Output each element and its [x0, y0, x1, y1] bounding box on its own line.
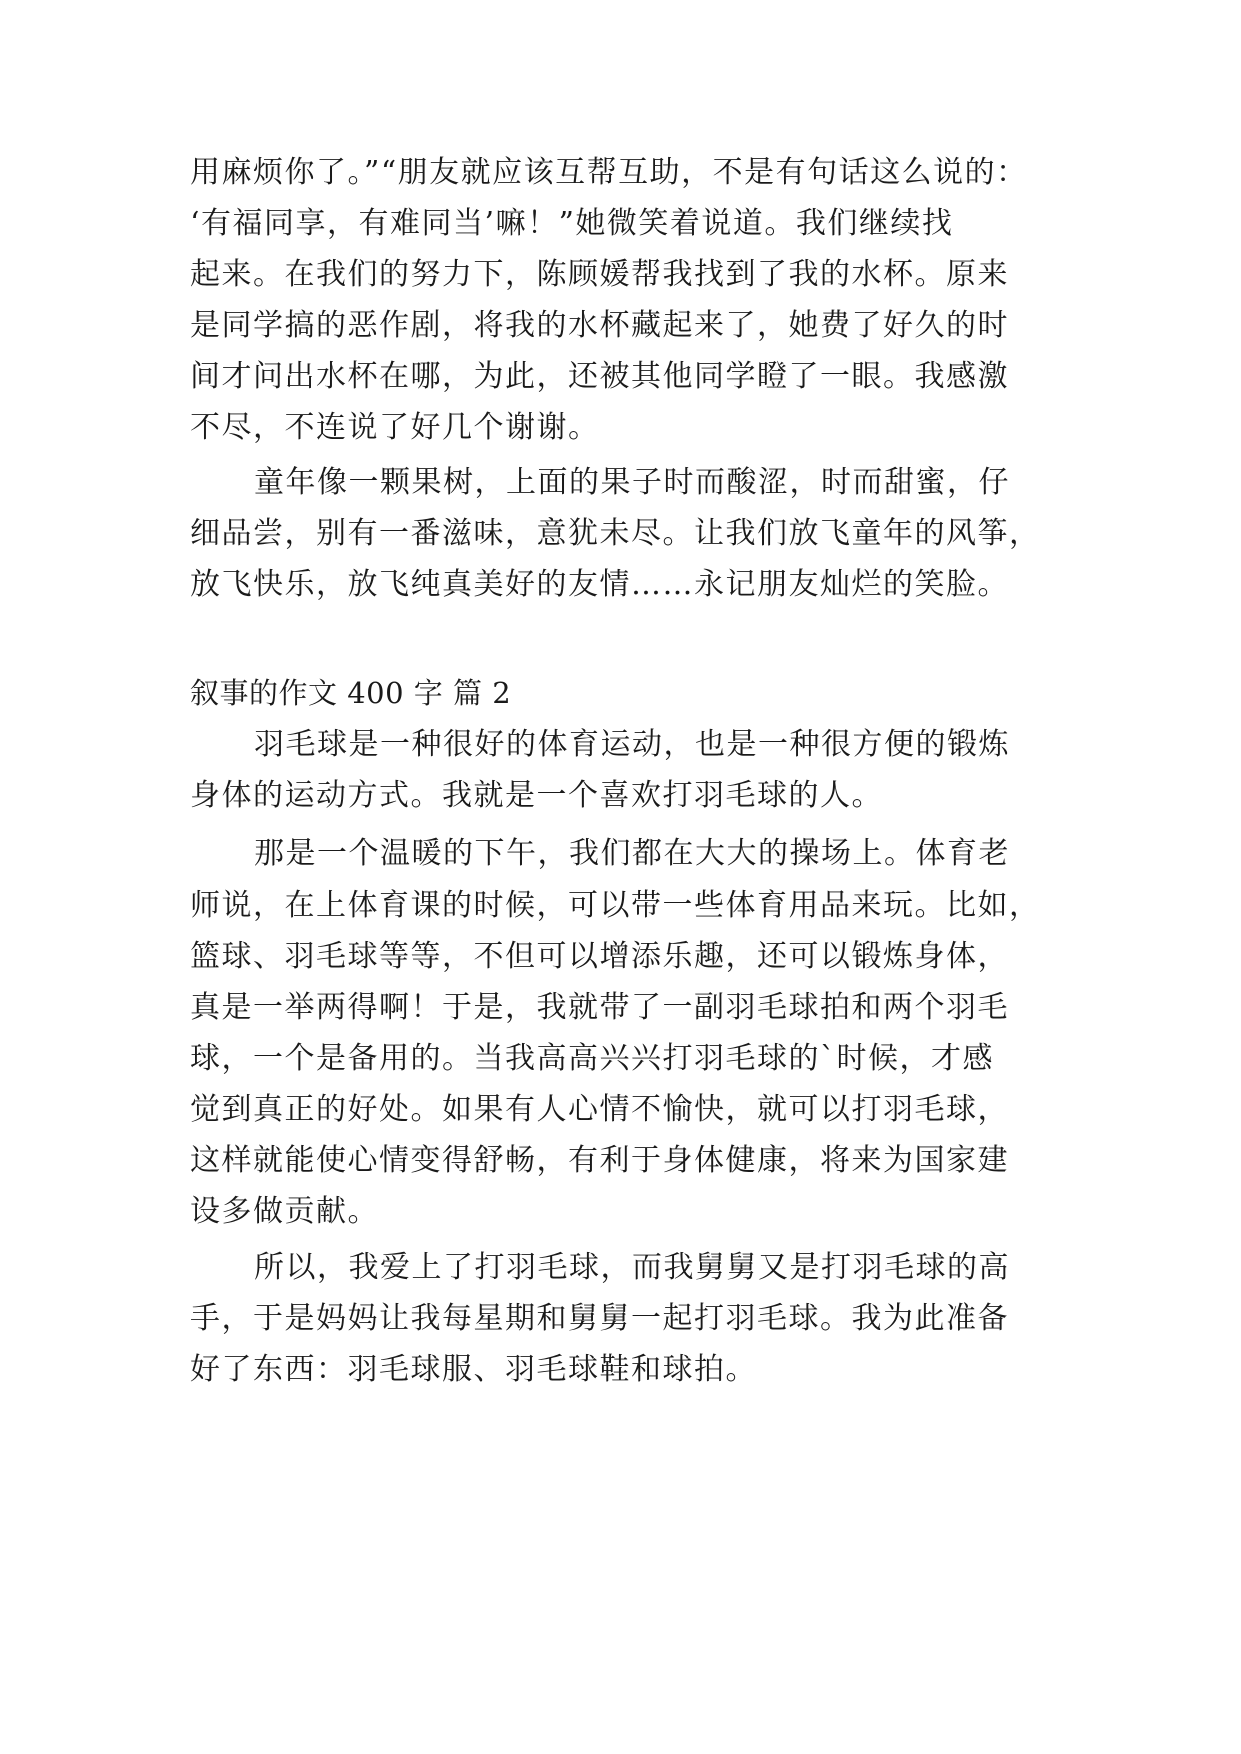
paragraph-line: 这样就能使心情变得舒畅，有利于身体健康，将来为国家建	[190, 1143, 1009, 1178]
paragraph-line: 好了东西：羽毛球服、羽毛球鞋和球拍。	[190, 1352, 757, 1387]
paragraph-line: 真是一举两得啊！于是，我就带了一副羽毛球拍和两个羽毛	[190, 990, 1009, 1025]
paragraph-line: 放飞快乐，放飞纯真美好的友情……永记朋友灿烂的笑脸。	[190, 567, 1009, 602]
paragraph-line: 羽毛球是一种很好的体育运动，也是一种很方便的锻炼	[254, 727, 1010, 762]
paragraph-line: 篮球、羽毛球等等，不但可以增添乐趣，还可以锻炼身体，	[190, 939, 1009, 974]
section-heading: 叙事的作文 400 字 篇 2	[190, 676, 512, 710]
paragraph-line: ‘有福同享，有难同当’嘛！”她微笑着说道。我们继续找	[190, 206, 954, 241]
paragraph-line: 童年像一颗果树，上面的果子时而酸涩，时而甜蜜，仔	[254, 465, 1010, 500]
paragraph-line: 所以，我爱上了打羽毛球，而我舅舅又是打羽毛球的高	[254, 1250, 1010, 1285]
paragraph-line: 那是一个温暖的下午，我们都在大大的操场上。体育老	[254, 836, 1010, 871]
paragraph-line: 身体的运动方式。我就是一个喜欢打羽毛球的人。	[190, 778, 883, 813]
paragraph-line: 觉到真正的好处。如果有人心情不愉快，就可以打羽毛球，	[190, 1092, 1009, 1127]
paragraph-line: 师说，在上体育课的时候，可以带一些体育用品来玩。比如，	[190, 888, 1041, 923]
paragraph-line: 间才问出水杯在哪，为此，还被其他同学瞪了一眼。我感激	[190, 359, 1009, 394]
paragraph-line: 不尽，不连说了好几个谢谢。	[190, 410, 600, 445]
paragraph-line: 起来。在我们的努力下，陈顾媛帮我找到了我的水杯。原来	[190, 257, 1009, 292]
paragraph-line: 手，于是妈妈让我每星期和舅舅一起打羽毛球。我为此准备	[190, 1301, 1009, 1336]
paragraph-line: 设多做贡献。	[190, 1194, 379, 1229]
paragraph-line: 球，一个是备用的。当我高高兴兴打羽毛球的`时候，才感	[190, 1041, 994, 1076]
paragraph-line: 细品尝，别有一番滋味，意犹未尽。让我们放飞童年的风筝，	[190, 516, 1041, 551]
paragraph-line: 用麻烦你了。”“朋友就应该互帮互助，不是有句话这么说的：	[190, 155, 1028, 190]
paragraph-line: 是同学搞的恶作剧，将我的水杯藏起来了，她费了好久的时	[190, 308, 1009, 343]
